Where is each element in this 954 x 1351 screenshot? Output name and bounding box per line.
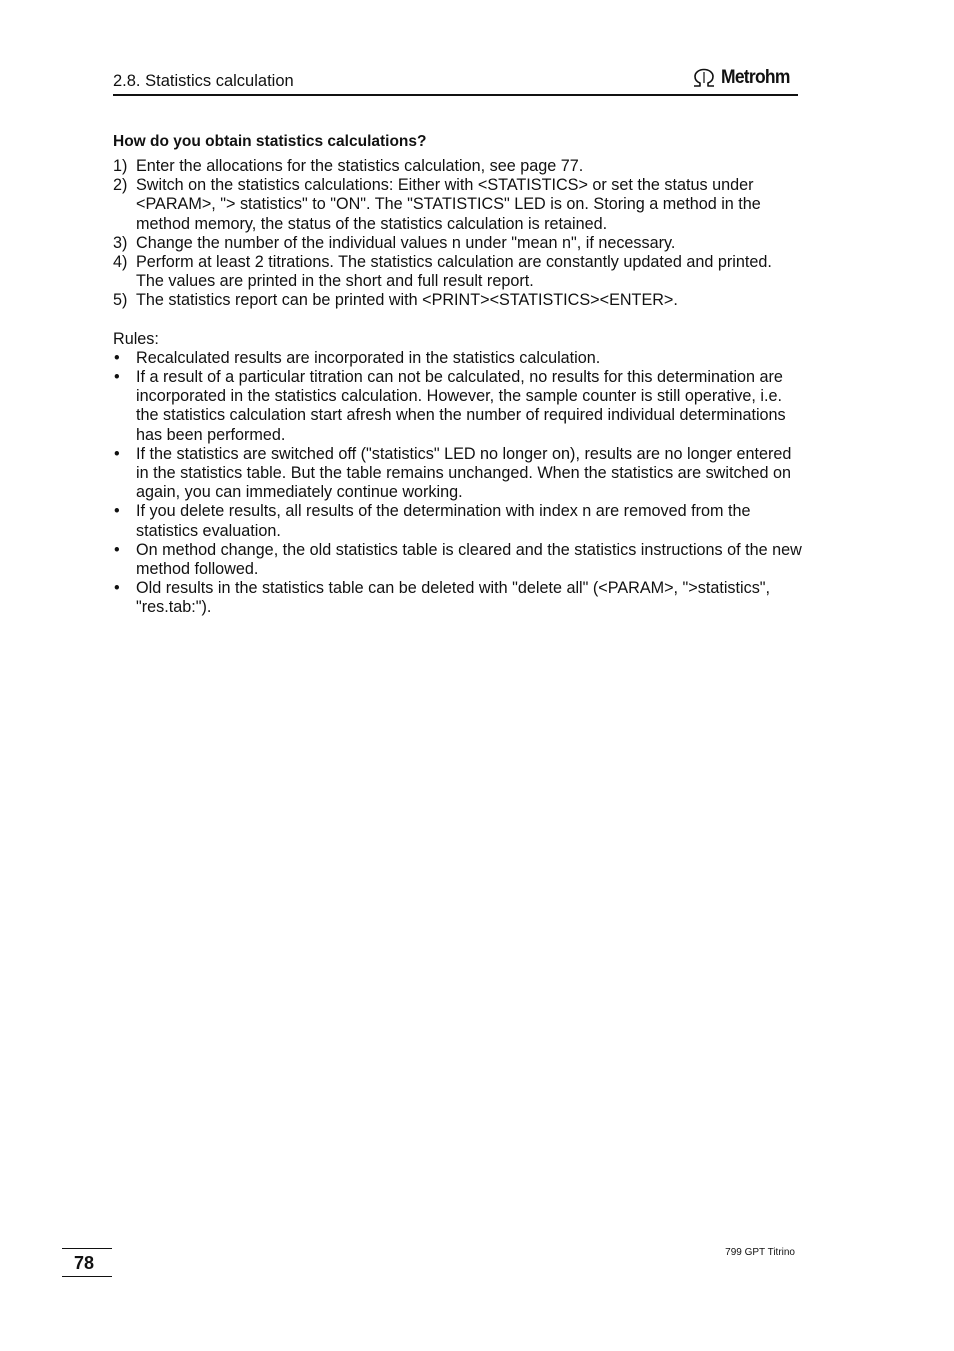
step-number: 1) bbox=[113, 157, 128, 175]
list-item bbox=[113, 349, 803, 368]
rule-text: Old results in the statistics table can be deleted with "delete all" (<PARAM>, ">statistics", "res.tab:"). bbox=[136, 579, 771, 617]
bullet: • bbox=[114, 502, 120, 521]
step-number: 5) bbox=[113, 291, 128, 310]
page-number-box bbox=[62, 1248, 112, 1277]
step-text: Perform at least 2 titrations. The statistics calculation are constantly updated and printed. The values are printed in the short and full result report. bbox=[136, 253, 772, 291]
step-text: The statistics report can be printed with <PRINT><STATISTICS><ENTER>. bbox=[136, 291, 678, 310]
rule-text: Recalculated results are incorporated in the statistics calculation. bbox=[136, 348, 601, 367]
rules-label: Rules: bbox=[113, 329, 159, 348]
rule-text: On method change, the old statistics table is cleared and the statistics instructions of the new method followed. bbox=[136, 540, 802, 579]
list-item bbox=[113, 541, 803, 579]
list-item bbox=[113, 157, 803, 176]
steps-list bbox=[113, 157, 803, 311]
rule-text: If you delete results, all results of the determination with index n are removed from the statistics evaluation. bbox=[136, 502, 751, 540]
logo-text: Metrohm bbox=[721, 67, 791, 88]
rule-text: If a result of a particular titration can not be calculated, no results for this determination are incorporated in the statistics calculation. However, the sample counter is still operative, i.e. the statistics calculation start afresh when the number of required individual determinations has been performed. bbox=[136, 368, 786, 444]
step-text: Enter the allocations for the statistics calculation, see page 77. bbox=[136, 157, 584, 175]
list-item bbox=[113, 253, 803, 291]
page-header bbox=[113, 64, 798, 96]
rules-list bbox=[113, 349, 803, 618]
list-item bbox=[113, 368, 803, 445]
product-name: 799 GPT Titrino bbox=[725, 1247, 795, 1258]
omega-icon bbox=[691, 68, 717, 88]
list-item bbox=[113, 291, 803, 310]
step-number: 4) bbox=[113, 253, 128, 272]
section-title: 2.8. Statistics calculation bbox=[113, 72, 294, 90]
list-item bbox=[113, 445, 803, 503]
list-item bbox=[113, 234, 803, 253]
bullet: • bbox=[114, 540, 120, 559]
list-item bbox=[113, 579, 803, 617]
rule-text: If the statistics are switched off ("statistics" LED no longer on), results are no longer entered in the statistics table. But the table remains unchanged. When the statistics are switched on again, you can immediately continue working. bbox=[136, 444, 792, 502]
step-number: 3) bbox=[113, 233, 128, 252]
bullet: • bbox=[114, 348, 120, 367]
step-text: Change the number of the individual values n under "mean n", if necessary. bbox=[136, 233, 676, 252]
step-number: 2) bbox=[113, 176, 128, 195]
list-item bbox=[113, 176, 803, 234]
document-body bbox=[113, 132, 803, 618]
section-heading: How do you obtain statistics calculations? bbox=[113, 133, 427, 150]
bullet: • bbox=[114, 368, 120, 387]
step-text: Switch on the statistics calculations: Either with <STATISTICS> or set the status under <PARAM>, "> statistics" to "ON". The "STATISTICS" LED is on. Storing a method in the method memory, the status of the statistics calculation is retained. bbox=[136, 176, 761, 233]
page-number: 78 bbox=[74, 1253, 95, 1273]
bullet: • bbox=[114, 444, 120, 463]
metrohm-logo bbox=[691, 66, 796, 90]
bullet: • bbox=[114, 579, 120, 598]
list-item bbox=[113, 502, 803, 540]
